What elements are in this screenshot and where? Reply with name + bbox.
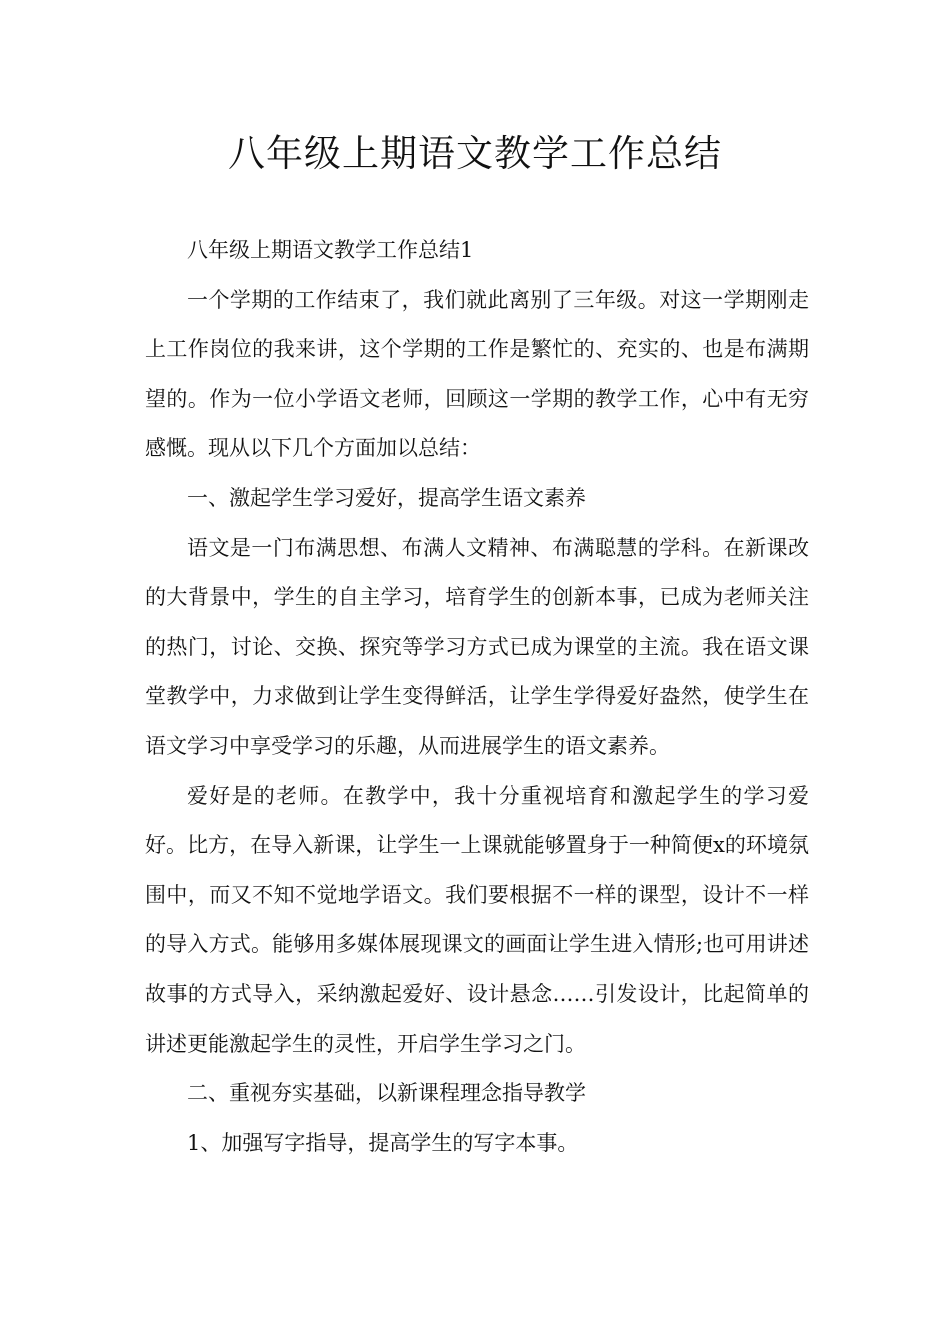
body-paragraph-interest: 爱好是的老师。在教学中，我十分重视培育和激起学生的学习爱好。比方，在导入新课，让学生一上课就能够置身于一种简便x的环境氛围中，而又不知不觉地学语文。我们要根据不一样的课型，设计不一样的导入方式。能够用多媒体展现课文的画面让学生进入情形;也可用讲述故事的方式导入，采纳激起爱好、设计悬念……引发设计，比起简单的讲述更能激起学生的灵性，开启学生学习之门。 xyxy=(145,783,809,1056)
document-title: 八年级上期语文教学工作总结 xyxy=(228,132,722,175)
sub-heading-writing: 1、加强写字指导，提高学生的写字本事。 xyxy=(187,1130,579,1155)
intro-paragraph: 一个学期的工作结束了，我们就此离别了三年级。对这一学期刚走上工作岗位的我来讲，这个学期的工作是繁忙的、充实的、也是布满期望的。作为一位小学语文老师，回顾这一学期的教学工作，心中有无穷感慨。现从以下几个方面加以总结： xyxy=(145,287,809,461)
section-heading-1: 八年级上期语文教学工作总结1 xyxy=(187,238,474,262)
section-heading-interest: 一、激起学生学习爱好，提高学生语文素养 xyxy=(187,485,586,510)
document-body xyxy=(145,226,809,1168)
section-heading-foundation: 二、重视夯实基础，以新课程理念指导教学 xyxy=(187,1081,586,1106)
body-paragraph-chinese-subject: 语文是一门布满思想、布满人文精神、布满聪慧的学科。在新课改的大背景中，学生的自主学习，培育学生的创新本事，已成为老师关注的热门，讨论、交换、探究等学习方式已成为课堂的主流。我在语文课堂教学中，力求做到让学生变得鲜活，让学生学得爱好盎然，使学生在语文学习中享受学习的乐趣，从而进展学生的语文素养。 xyxy=(145,535,809,758)
